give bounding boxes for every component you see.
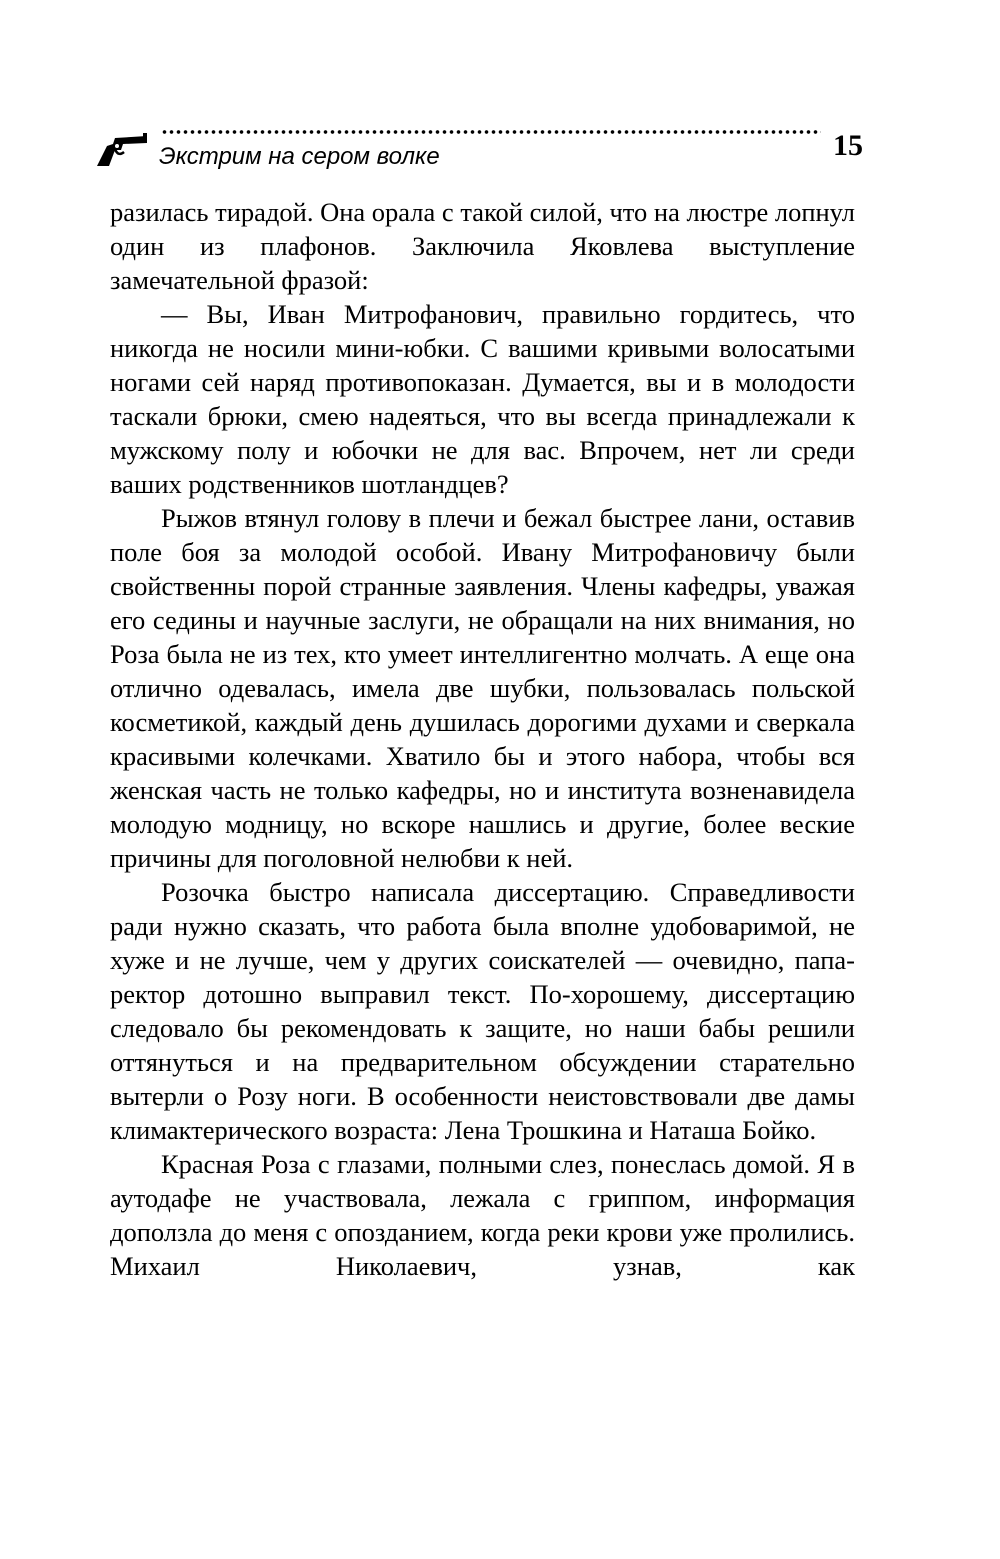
paragraph-3: Рыжов втянул голову в плечи и бежал быстрее лани, оставив поле боя за молодой особой. Ивану Митрофановичу были свойственны порой странные заявления. Члены кафедры, уважая его седины и научные заслуги, не обращали на них внимания, но Роза была не из тех, кто умеет интеллигентно молчать. А еще она отлично одевалась, имела две шубки, пользовалась польской косметикой, каждый день душилась дорогими духами и сверкала красивыми колечками. Хватило бы и этого набора, чтобы вся женская часть не только кафедры, но и института возненавидела молодую модницу, но вскоре нашлись и другие, более веские причины для поголовной нелюбви к ней. — [110, 503, 855, 873]
body-text — [110, 195, 855, 1283]
running-title: Экстрим на сером волке — [159, 143, 440, 170]
paragraph-2: — Вы, Иван Митрофанович, правильно гордитесь, что никогда не носили мини-юбки. С вашими кривыми волосатыми ногами сей наряд противопоказан. Думается, вы и в молодости таскали брюки, смею надеяться, что вы всегда принадлежали к мужскому полу и юбочки не для вас. Впрочем, нет ли среди ваших родственников шотландцев? — [110, 299, 855, 499]
page-header — [93, 126, 863, 176]
page-number: 15 — [833, 129, 863, 162]
paragraph-4: Розочка быстро написала диссертацию. Справедливости ради нужно сказать, что работа была вполне удобоваримой, не хуже и не лучше, чем у других соискателей — очевидно, папа-ректор дотошно выправил текст. По-хорошему, диссертацию следовало бы рекомендовать к защите, но наши бабы решили оттянуться и на предварительном обсуждении старательно вытерли о Розу ноги. В особенности неистовствовали две дамы климактерического возраста: Лена Трошкина и Наташа Бойко. — [110, 877, 855, 1145]
header-dotted-rule — [161, 126, 821, 138]
revolver-icon — [93, 130, 149, 170]
paragraph-1: разилась тирадой. Она орала с такой силой, что на люстре лопнул один из плафонов. Заключила Яковлева выступление замечательной фразой: — [110, 197, 855, 295]
paragraph-5: Красная Роза с глазами, полными слез, понеслась домой. Я в аутодафе не участвовала, лежала с гриппом, информация доползла до меня с опозданием, когда реки крови уже пролились. Михаил Николаевич, узнав, как — [110, 1149, 855, 1281]
